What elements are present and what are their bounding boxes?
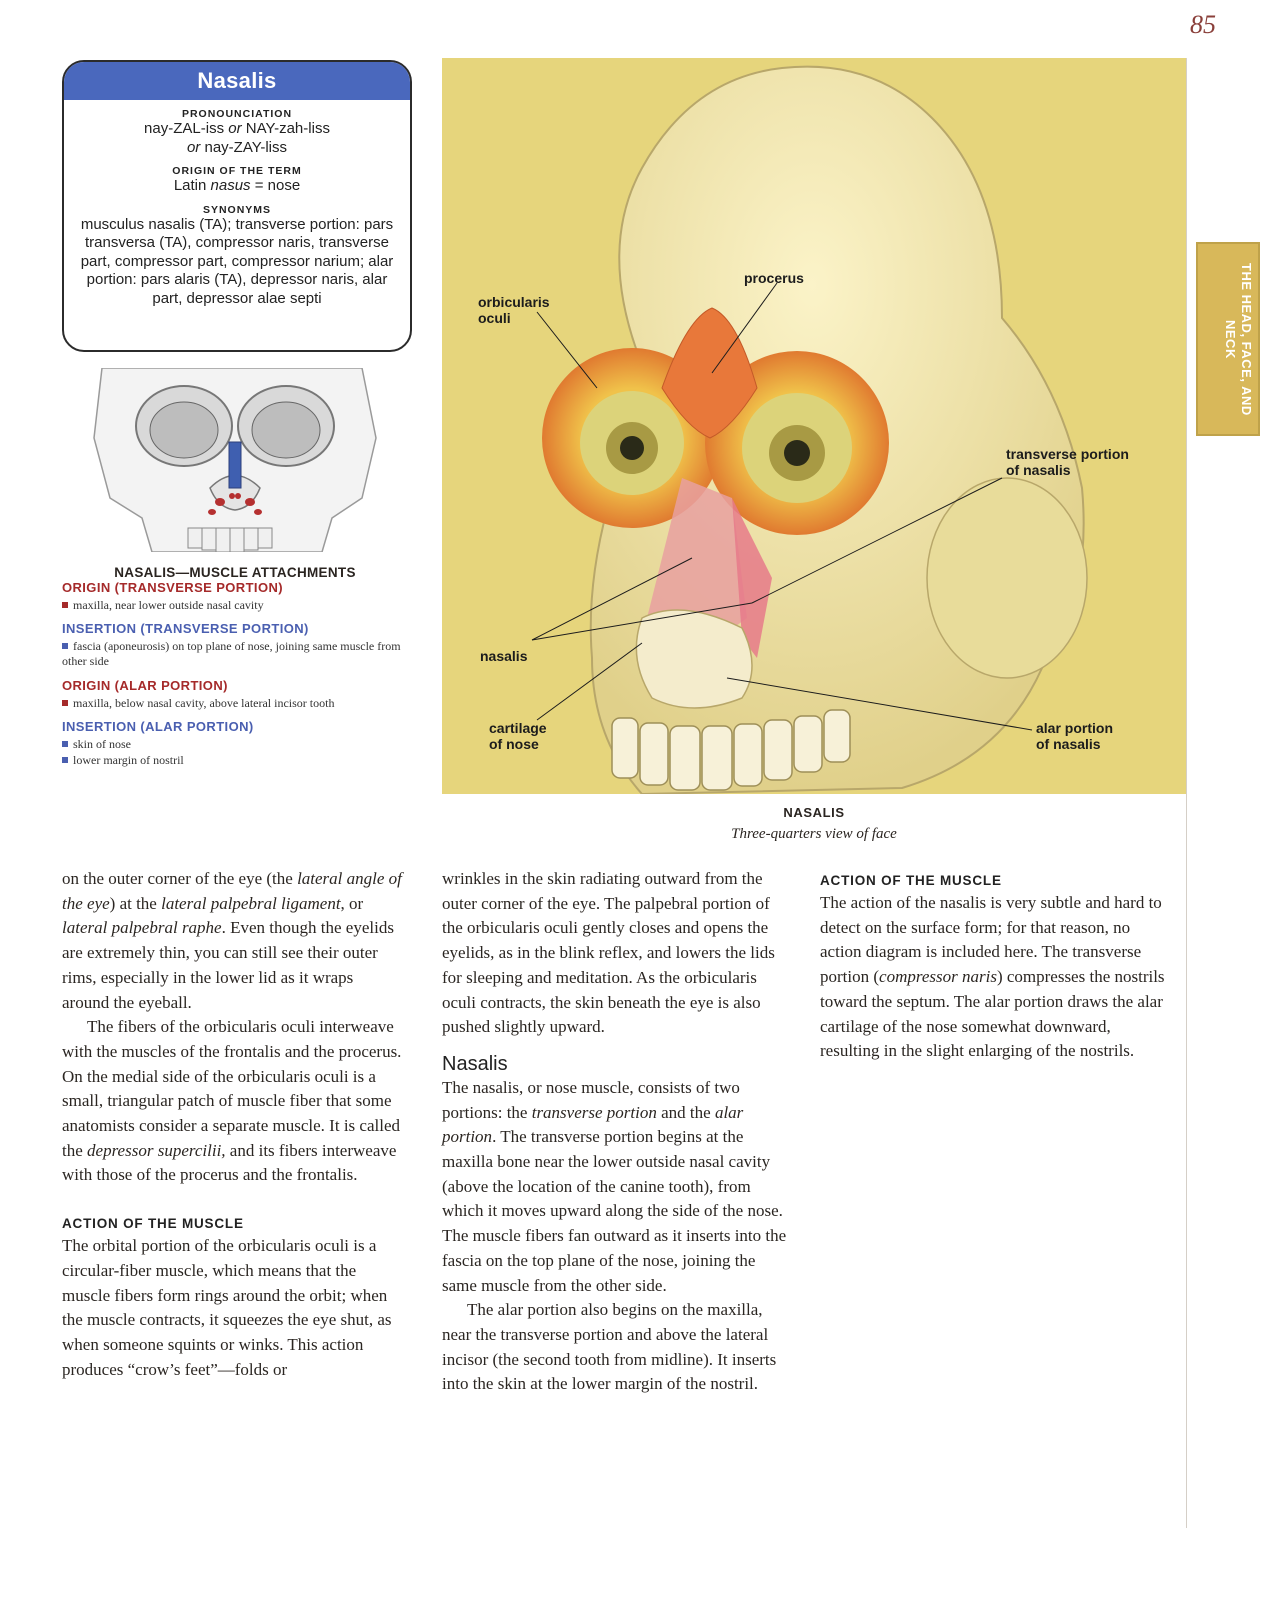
label-line: of nose (489, 736, 539, 752)
body-column-3 (820, 871, 1166, 1064)
insertion-alar-item (62, 753, 408, 768)
attachment-text: fascia (aponeurosis) on top plane of nose, joining same muscle from other side (62, 639, 401, 668)
section-heading-nasalis: Nasalis (442, 1052, 508, 1075)
label-line: of nasalis (1036, 736, 1101, 752)
synonyms-text: musculus nasalis (TA); transverse portion: pars transversa (TA), compressor naris, transverse part, compressor part, compressor narium; alar portion: pars alaris (TA), depressor naris, alar part, depressor alae septi (80, 215, 394, 307)
chapter-side-tab (1196, 242, 1260, 436)
blue-bullet-icon (62, 757, 68, 763)
italic-term: alar portion (442, 1102, 744, 1147)
chapter-tab-label: THE HEAD, FACE, AND NECK (1223, 262, 1254, 416)
pronunciation-part: NAY-zah-liss (241, 120, 330, 137)
red-bullet-icon (62, 602, 68, 608)
label-line: transverse portion (1006, 446, 1129, 462)
italic-term: lateral angle of the eye (62, 869, 402, 913)
paragraph (442, 1076, 788, 1298)
italic-term: depressor supercilii, (87, 1140, 226, 1160)
pronunciation-part: nay-ZAY-liss (200, 138, 288, 156)
text-run: . Even though the eyelids are extremely thin, you can still see their outer rims, especially in the lower lid as it wraps around the eyeball. (62, 918, 394, 1012)
paragraph (62, 867, 404, 1015)
origin-part: Latin (173, 177, 211, 194)
pronunciation-heading: PRONOUNCIATION (181, 108, 293, 120)
label-procerus: procerus (744, 270, 804, 286)
pronunciation-part: nay-ZAL-iss (144, 120, 229, 137)
body-column-1 (62, 867, 404, 1382)
pronunciation-section (64, 108, 410, 157)
body-column-2 (442, 867, 788, 1397)
attachment-text: lower margin of nostril (73, 753, 184, 767)
text-run: and its fibers interweave with those of the procerus and the frontalis. (62, 1140, 397, 1185)
synonyms-heading: SYNONYMS (202, 203, 272, 216)
text-run: ) at the (109, 893, 162, 913)
figure-title: NASALIS (783, 805, 845, 820)
origin-part: = nose (250, 177, 301, 194)
paragraph (62, 1015, 404, 1188)
insertion-alar-item (62, 737, 408, 752)
text-run: ) compresses the nostrils toward the septum. The alar portion draws the alar cartilage of the nose somewhat downward, resulting in the slight enlarging of the nostrils. (820, 967, 1165, 1061)
paragraph: wrinkles in the skin radiating outward from the outer corner of the eye. The palpebral portion of the orbicularis oculi gently closes and opens the eyelids, as in the blink reflex, and lowers the lids for sleeping and meditation. As the orbicularis oculi contracts, the skin beneath the eye is also pushed slightly upward. (442, 869, 775, 1037)
label-line: cartilage (489, 720, 547, 736)
attachments-title: NASALIS—MUSCLE ATTACHMENTS (114, 565, 356, 580)
insertion-transverse-item (62, 639, 402, 669)
text-run: and the (656, 1102, 715, 1122)
red-bullet-icon (62, 700, 68, 706)
origin-alar-heading: ORIGIN (ALAR PORTION) (62, 678, 228, 693)
attachment-text: maxilla, below nasal cavity, above lateral incisor tooth (73, 696, 335, 710)
attachment-text: skin of nose (73, 737, 131, 751)
label-alar-portion (1036, 720, 1113, 752)
label-orbicularis-oculi (478, 294, 550, 326)
label-line: oculi (478, 310, 511, 326)
italic-term: compressor naris (879, 967, 997, 987)
attachment-text: maxilla, near lower outside nasal cavity (73, 598, 264, 612)
origin-term: nasus (210, 177, 251, 194)
paragraph: The alar portion also begins on the maxilla, near the transverse portion and above the lateral incisor (the second tooth from midline). It inserts into the skin at the lower margin of the nostril. (442, 1300, 777, 1394)
text-run: on the outer corner of the eye (the (62, 869, 298, 888)
pronunciation-or: or (228, 120, 242, 137)
page-number: 85 (1190, 10, 1216, 39)
origin-section (64, 165, 410, 196)
paragraph: The orbital portion of the orbicularis oculi is a circular-fiber muscle, which means that the muscle fibers form rings around the orbit; when the muscle contracts, it squeezes the eye shut, as when someone squints or winks. This action produces “crow’s feet”—folds or (62, 1236, 392, 1379)
term-info-box (62, 60, 412, 352)
origin-alar-item (62, 696, 408, 711)
italic-term: lateral palpebral ligament (161, 893, 341, 913)
text-run: The action of the nasalis is very subtle and hard to detect on the surface form; for that reason, no action diagram is included here. The transverse portion ( (820, 893, 1162, 987)
origin-heading: ORIGIN OF THE TERM (172, 165, 302, 177)
page-edge-rule (1186, 58, 1187, 1528)
skull-drawing (442, 58, 1186, 794)
blue-bullet-icon (62, 643, 68, 649)
insertion-transverse-heading: INSERTION (TRANSVERSE PORTION) (62, 621, 309, 636)
insertion-alar-heading: INSERTION (ALAR PORTION) (62, 719, 254, 734)
attachment-skull-illustration (92, 368, 378, 552)
label-line: orbicularis (478, 294, 550, 310)
text-run: , or (340, 893, 364, 913)
text-run: The fibers of the orbicularis oculi interweave with the muscles of the frontalis and the procerus. On the medial side of the orbicularis oculi is a small, triangular patch of muscle fiber that some anatomists consider a separate muscle. It is called the (62, 1017, 402, 1160)
label-transverse-portion (1006, 446, 1129, 478)
paragraph (820, 891, 1166, 1064)
synonyms-section (64, 204, 410, 309)
text-run: The nasalis, or nose muscle, consists of two portions: the (442, 1077, 740, 1122)
blue-bullet-icon (62, 741, 68, 747)
figure-caption: Three-quarters view of face (731, 826, 897, 842)
origin-text (64, 177, 410, 196)
pronunciation-or: or (186, 138, 201, 156)
muscle-name-title: Nasalis (64, 62, 410, 100)
action-heading: ACTION OF THE MUSCLE (820, 873, 1002, 888)
label-cartilage-of-nose (489, 720, 547, 752)
origin-transverse-heading: ORIGIN (TRANSVERSE PORTION) (62, 580, 283, 595)
action-heading: ACTION OF THE MUSCLE (62, 1216, 244, 1232)
text-run: . The transverse portion begins at the maxilla bone near the lower outside nasal cavity (above the location of the canine tooth), from which it moves upward along the side of the nose. The muscle fibers fan outward as it inserts into the fascia on the top plane of the nose, joining the same muscle from the other side. (442, 1127, 787, 1295)
label-line: of nasalis (1006, 462, 1071, 478)
label-line: alar portion (1036, 720, 1114, 736)
nasalis-illustration (442, 58, 1186, 794)
pronunciation-text (64, 120, 410, 157)
label-nasalis: nasalis (480, 648, 528, 664)
italic-term: lateral palpebral raphe (62, 918, 222, 938)
italic-term: transverse portion (531, 1102, 657, 1122)
origin-transverse-item (62, 598, 408, 613)
